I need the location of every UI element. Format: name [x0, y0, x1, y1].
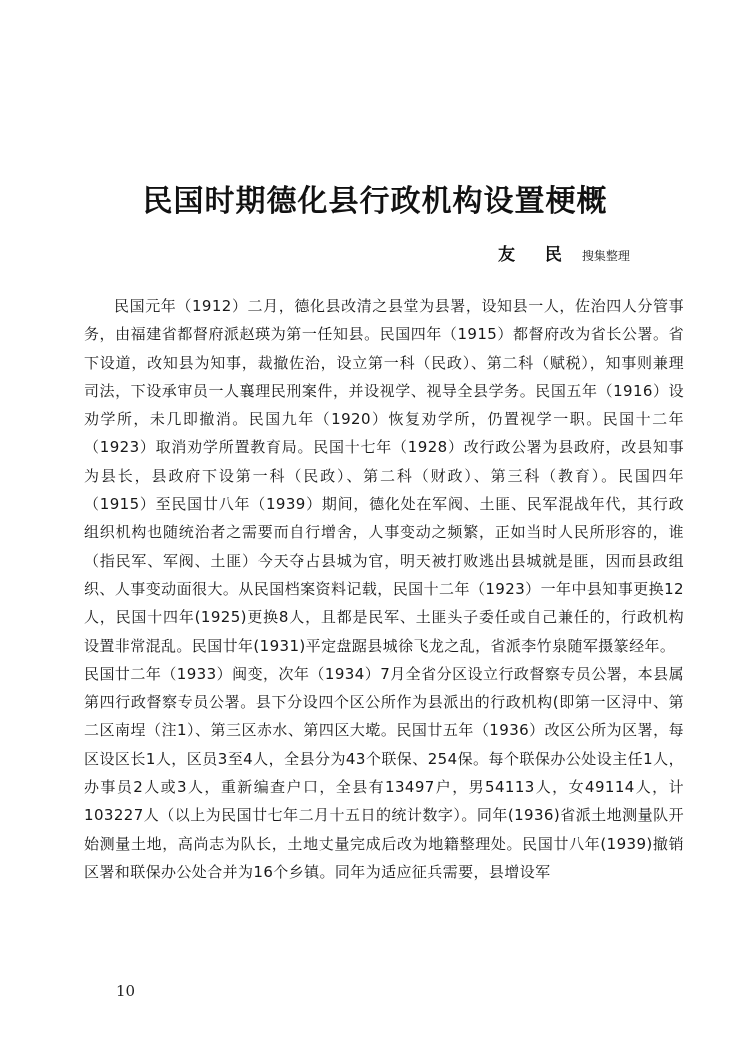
author-role: 搜集整理	[581, 249, 630, 263]
article-title: 民国时期德化县行政机构设置梗概	[142, 184, 608, 219]
byline	[498, 240, 630, 265]
article-body	[84, 292, 684, 886]
page-number: 10	[116, 982, 136, 1000]
paragraph: 民国元年（1912）二月，德化县改清之县堂为县署，设知县一人，佐治四人分管事务，由福建省都督府派赵瑛为第一任知县。民国四年（1915）都督府改为省长公署。省下设道，改知县为知事，裁撤佐治，设立第一科（民政）、第二科（赋税），知事则兼理司法，下设承审员一人襄理民刑案件，并设视学、视导全县学务。民国五年（1916）设劝学所，未几即撤消。民国九年（1920）恢复劝学所，仍置视学一职。民国十二年（1923）取消劝学所置教育局。民国十七年（1928）改行政公署为县政府，改县知事为县长，县政府下设第一科（民政）、第二科（财政）、第三科（教育）。民国四年（1915）至民国廿八年（1939）期间，德化处在军阀、土匪、民军混战年代，其行政组织机构也随统治者之需要而自行增舍，人事变动之频繁，正如当时人民所形容的，谁（指民军、军阀、土匪）今天夺占县城为官，明天被打败逃出县城就是匪，因而县政组织、人事变动面很大。从民国档案资料记载，民国十二年（1923）一年中县知事更换12人，民国十四年(1925)更换8人，且都是民军、土匪头子委任或自己兼任的，行政机构设置非常混乱。民国廿年(1931)平定盘踞县城徐飞龙之乱，省派李竹泉随军摄篆经年。	[84, 297, 684, 655]
paragraph: 民国廿二年（1933）闽变，次年（1934）7月全省分区设立行政督察专员公署，本县属第四行政督察专员公署。县下分设四个区公所作为县派出的行政机构(即第一区浔中、第二区南埕（注1）、第三区赤水、第四区大墘。民国廿五年（1936）改区公所为区署，每区设区长1人，区员3至4人，全县分为43个联保、254保。每个联保办公处设主任1人，办事员2人或3人，重新编查户口，全县有13497户，男54113人，女49114人，计103227人（以上为民国廿七年二月十五日的统计数字）。同年(1936)省派土地测量队开始测量土地，高尚志为队长，土地丈量完成后改为地籍整理处。民国廿八年(1939)撤销区署和联保办公处合并为16个乡镇。同年为适应征兵需要，县增设军	[84, 664, 684, 881]
author-name: 友 民	[498, 245, 574, 265]
